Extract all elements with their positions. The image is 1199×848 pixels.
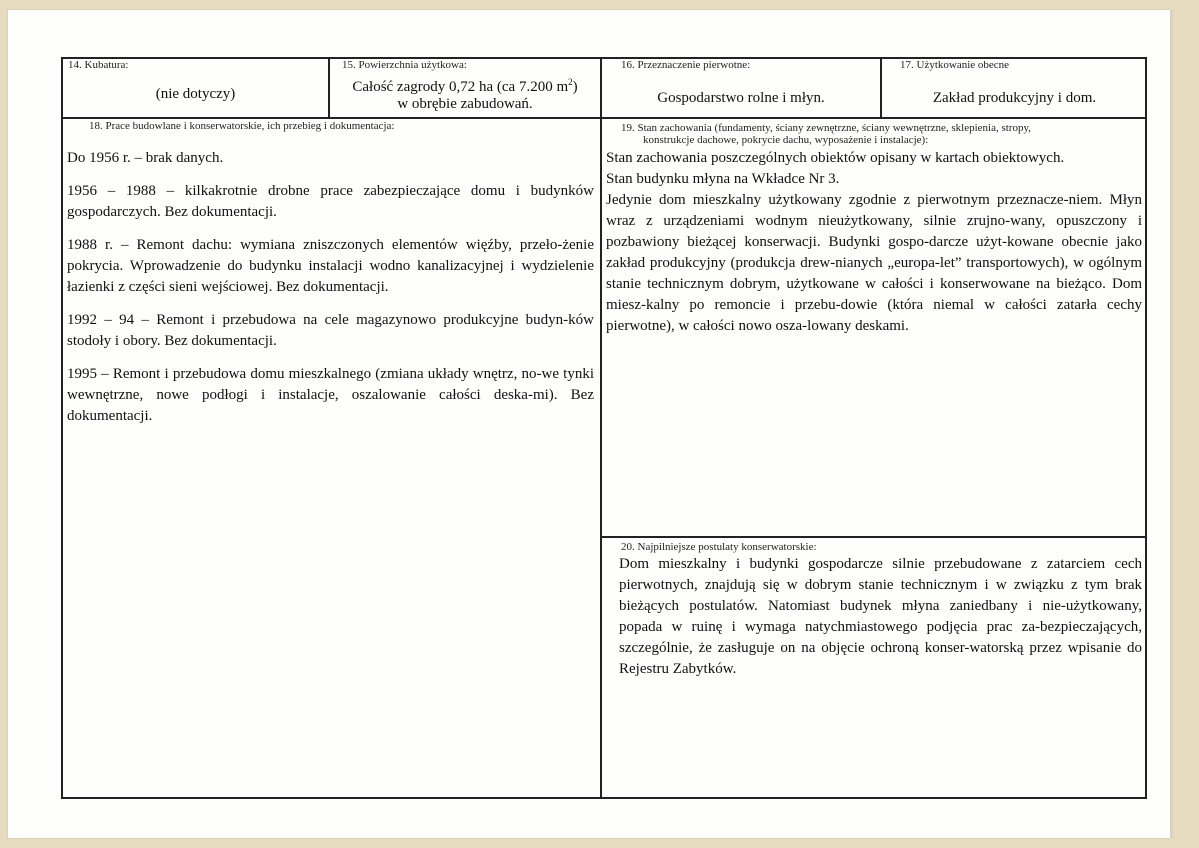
divider-main bbox=[600, 57, 602, 799]
field-18-paragraph: 1956 – 1988 – kilkakrotnie drobne prace zabezpieczające domu i budynków gospodarczych. Bez dokumentacji. bbox=[67, 183, 594, 220]
field-15-line1-pre: Całość zagrody 0,72 ha (ca 7.200 m bbox=[352, 79, 569, 95]
field-18-paragraph: Do 1956 r. – brak danych. bbox=[67, 150, 224, 166]
field-19-content bbox=[606, 148, 1142, 337]
divider-19-20 bbox=[600, 536, 1147, 538]
field-15-line1 bbox=[330, 79, 600, 96]
field-19-label-line1: 19. Stan zachowania (fundamenty, ściany zewnętrzne, ściany wewnętrzne, sklepienia, stropy, bbox=[621, 122, 1032, 134]
field-16-label: 16. Przeznaczenie pierwotne: bbox=[621, 59, 751, 71]
field-19-paragraph: Jedynie dom mieszkalny użytkowany zgodnie z pierwotnym przeznacze-niem. Młyn wraz z urządzeniami wodnym nieużytkowany, silnie zrujno-wany, opuszczony i pozbawiony bieżącej konserwacji. Budynki gospo-darcze użyt-kowane obecnie jako zakład produkcyjny (produkcja drew-nianych „europa-let” transportowych), w ogólnym stanie technicznym dobrym, użytkowane w całości i konserwowane na bieżąco. Dom miesz-kalny po remoncie i przebu-dowie (która niemal w całości zatarła cechy pierwotne), w całości nowo osza-lowany deskami. bbox=[606, 192, 1142, 334]
field-15-value bbox=[330, 79, 600, 113]
field-17-value: Zakład produkcyjny i dom. bbox=[932, 90, 1097, 106]
field-19-label-line2: konstrukcje dachowe, pokrycie dachu, wyposażenie i instalacje): bbox=[643, 134, 929, 146]
field-19-line: Stan zachowania poszczególnych obiektów opisany w kartach obiektowych. bbox=[606, 150, 1065, 166]
field-18-content bbox=[67, 148, 594, 439]
field-15-line2: w obrębie zabudowań. bbox=[397, 96, 533, 112]
field-15-superscript: 2 bbox=[568, 77, 573, 87]
field-14-value: (nie dotyczy) bbox=[155, 86, 236, 102]
divider-top-row bbox=[61, 117, 1147, 119]
field-14-label: 14. Kubatura: bbox=[68, 59, 129, 71]
divider-16-17 bbox=[880, 57, 882, 118]
field-20-label: 20. Najpilniejsze postulaty konserwatorskie: bbox=[621, 541, 817, 553]
paper-edge bbox=[1170, 10, 1173, 838]
field-18-paragraph: 1995 – Remont i przebudowa domu mieszkalnego (zmiana układy wnętrz, no-we tynki wewnętrzne, nowe podłogi i instalacje, oszalowanie całości deska-mi). Bez dokumentacji. bbox=[67, 366, 594, 424]
field-17-label: 17. Użytkowanie obecne bbox=[900, 59, 1010, 71]
field-20-content bbox=[619, 554, 1142, 680]
field-20-paragraph: Dom mieszkalny i budynki gospodarcze silnie przebudowane z zatarciem cech pierwotnych, znajdują się w dobrym stanie technicznym i w związku z tym brak bieżących postulatów. Natomiast budynek młyna zaniedbany i nie-użytkowany, popada w ruinę i wymaga natychmiastowego podjęcia prac za-bezpieczających, szczególnie, że zasługuje on na objęcie ochroną konser-watorską przez wpisanie do Rejestru Zabytków. bbox=[619, 556, 1142, 677]
field-15-line1-post: ) bbox=[572, 79, 578, 95]
field-18-paragraph: 1992 – 94 – Remont i przebudowa na cele magazynowo produkcyjne budyn-ków stodoły i obory. Bez dokumentacji. bbox=[67, 312, 594, 349]
field-16-value: Gospodarstwo rolne i młyn. bbox=[657, 90, 825, 106]
field-18-paragraph: 1988 r. – Remont dachu: wymiana zniszczonych elementów więźby, przeło-żenie pokrycia. Wprowadzenie do budynku instalacji wodno kanalizacyjnej i wydzielenie łazienki z części sieni wejściowej. Bez dokumentacji. bbox=[67, 237, 594, 295]
field-19-line: Stan budynku młyna na Wkładce Nr 3. bbox=[606, 171, 840, 187]
field-15-label: 15. Powierzchnia użytkowa: bbox=[342, 59, 467, 71]
field-18-label: 18. Prace budowlane i konserwatorskie, ich przebieg i dokumentacja: bbox=[89, 120, 395, 132]
